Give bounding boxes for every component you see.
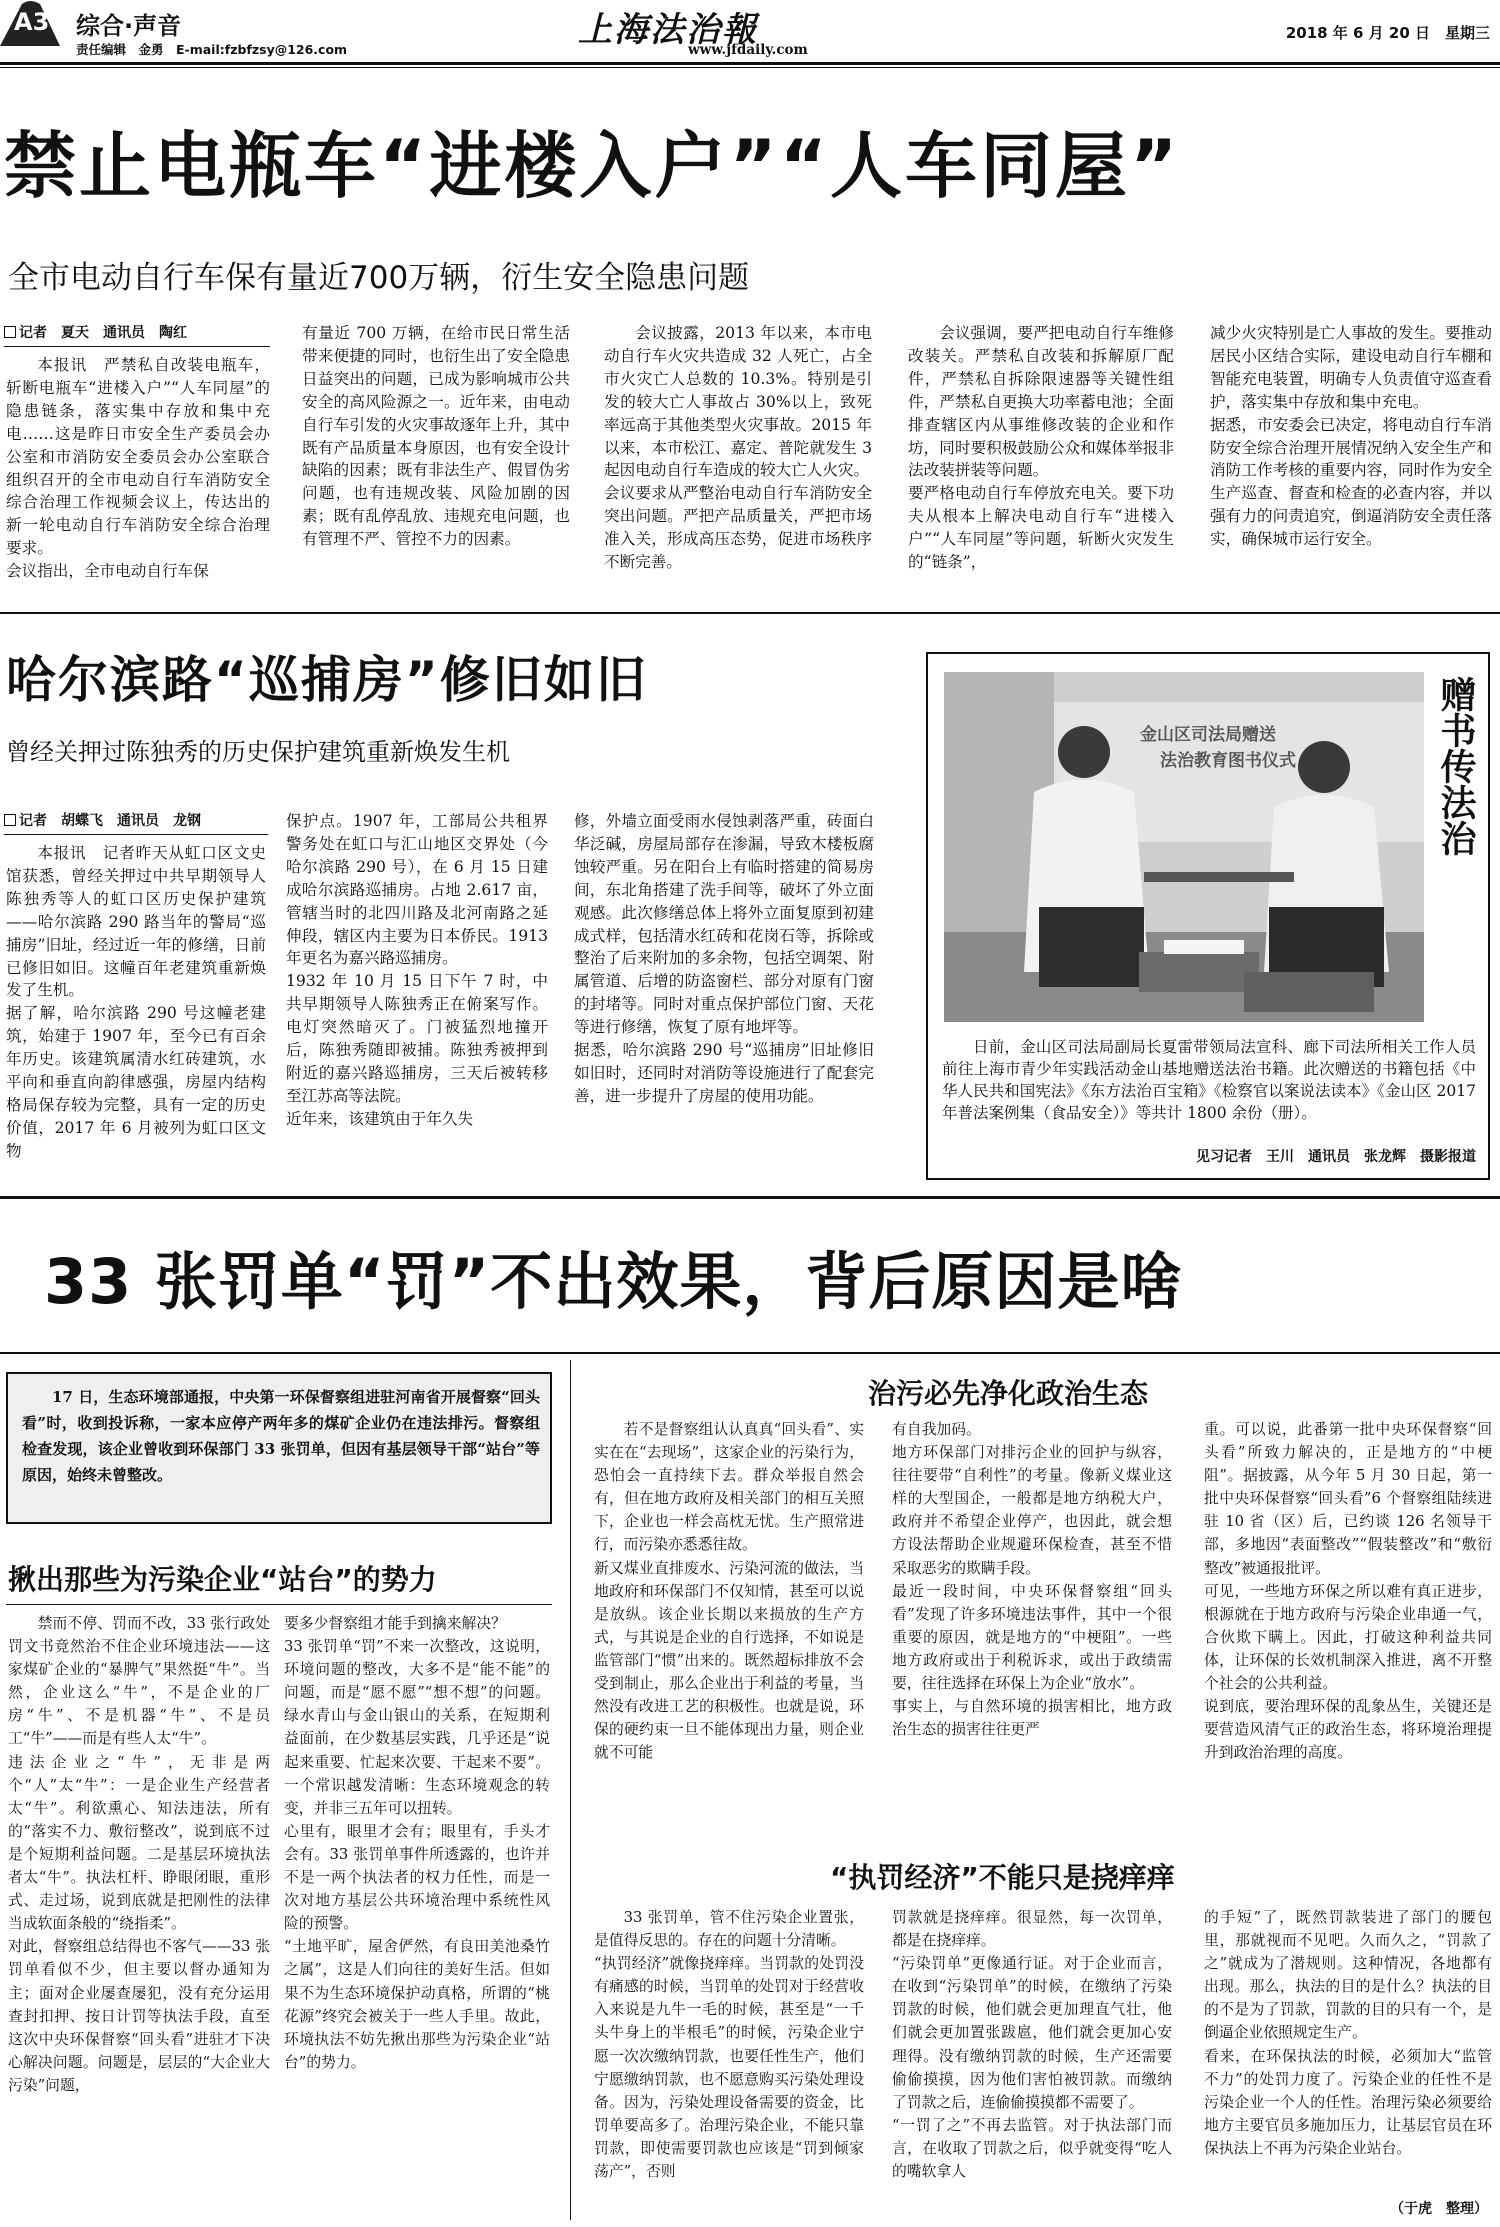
- lead-box: [6, 1372, 552, 1524]
- byline-box-icon: [4, 814, 16, 826]
- section1-title: 揪出那些为污染企业“站台”的势力: [8, 1563, 437, 1596]
- lead-text: 17 日，生态环境部通报，中央第一环保督察组进驻河南省开展督察“回头看”时，收到投诉称，一家本应停产两年多的煤矿企业仍在违法排污。督察组检查发现，该企业曾收到环保部门 33 张罚单，但因有基层领导干部“站台”等原因，始终未曾整改。: [22, 1388, 540, 1484]
- article3-headline-rule: [0, 1352, 1500, 1354]
- byline-rule: [4, 834, 268, 835]
- section3-title: “执罚经济”不能只是挠痒痒: [830, 1861, 1175, 1894]
- byline-rule: [4, 346, 270, 347]
- paper-name: 上海法治報: [578, 10, 758, 50]
- page-number-badge: [0, 0, 60, 46]
- article1-col2: 有量近 700 万辆，在给市民日常生活带来便捷的同时，也衍生出了安全隐患日益突出的问题，已成为影响城市公共安全的高风险源之一。近年来，由电动自行车引发的火灾事故逐年上升，其中既有产品质量本身原因，也有安全设计缺陷的因素；既有非法生产、假冒伪劣问题，也有违规改装、风险加剧的因素；既有乱停乱放、违规充电问题，也有管理不严、管控不力的因素。: [302, 324, 570, 549]
- article1-col4: 会议强调，要严把电动自行车维修改装关。严禁私自改装和拆解原厂配件，严禁私自拆除限速器等关键性组件，严禁私自更换大功率蓄电池；全面排查辖区内从事维修改装的企业和作坊，同时要积极鼓励公众和媒体举报非法改装拼装等问题。 要严格电动自行车停放充电关。要下功夫从根本上解决电动自行车“进楼入户”“人车同屋”等问题，斩断火灾发生的“链条”，: [908, 324, 1174, 572]
- article1-subhead: 全市电动自行车保有量近700万辆，衍生安全隐患问题: [8, 260, 750, 296]
- article2-col1: 本报讯 记者昨天从虹口区文史馆获悉，曾经关押过中共早期领导人陈独秀等人的虹口区历史保护建筑——哈尔滨路 290 路当年的警局“巡捕房”旧址，经过近一年的修缮，日前已修旧如旧。这幢百年老建筑重新焕发了生机。 据了解，哈尔滨路 290 号这幢老建筑，始建于 1907 年，至今已有百余年历史。该建筑属清水红砖建筑，水平向和垂直向韵律感强，房屋内结构格局保存较为完整，具有一定的历史价值，2017 年 6 月被列为虹口区文物: [6, 844, 266, 1160]
- article3-headline: 33 张罚单“罚”不出效果，背后原因是啥: [44, 1245, 1184, 1318]
- s2-col1: 若不是督察组认认真真“回头看”、实实在在“去现场”，这家企业的污染行为，恐怕会一直持续下去。群众举报自然会有，但在地方政府及相关部门的相互关照下，企业也一样会高枕无忧。生产照常进行，而污染亦悉悉往故。 新又煤业直排废水、污染河流的做法，当地政府和环保部门不仅知情，甚至可以说是放纵。该企业长期以来损放的生产方式，与其说是企业的自行选择，不如说是监管部门“惯”出来的。既然超标排放不会受到制止，那么企业出于利益的考量，当然没有改进工艺的积极性。也就是说，环保的硬约束一旦不能体现出力量，则企业就不可能: [594, 1421, 864, 1762]
- editor-line: 责任编辑 金勇 E-mail:fzbfzsy@126.com: [76, 42, 348, 57]
- section1-rule: [6, 1604, 552, 1605]
- article2-col2: 保护点。1907 年，工部局公共租界警务处在虹口与汇山地区交界处（今哈尔滨路 290 号），在 6 月 15 日建成哈尔滨路巡捕房。占地 2.617 亩，管辖当时的北四川路及北河南路之延伸段，辖区内主要为日本侨民。1913 年更名为嘉兴路巡捕房。 1932 年 10 月 15 日下午 7 时，中共早期领导人陈独秀正在俯案写作。电灯突然暗灭了。门被猛烈地撞开后，陈独秀随即被捕。陈独秀被押到附近的嘉兴路巡捕房，三天后被转移至江苏高等法院。 近年来，该建筑由于年久失: [286, 812, 548, 1128]
- photo-vertical-title: 赠书传法治: [1435, 676, 1476, 856]
- article2-bottom-rule: [0, 1196, 1500, 1199]
- article2-byline: 记者 胡蝶飞 通讯员 龙钢: [4, 810, 201, 830]
- article1-byline: 记者 夏天 通讯员 陶红: [4, 322, 187, 342]
- website: www.jfdaily.com: [688, 42, 808, 58]
- s1-col2: 要多少督察组才能手到擒来解决？ 33 张罚单“罚”不来一次整改，这说明，环境问题的整改，大多不是“能不能”的问题，而是“愿不愿”“想不想”的问题。绿水青山与金山银山的关系，在短期利益面前，在少数基层实践，几乎还是“说起来重要、忙起来次要、干起来不要”。一个常识越发清晰：生态环境观念的转变，并非三五年可以扭转。 心里有，眼里才会有；眼里有，手头才会有。33 张罚单事件所透露的，也许并不是一两个执法者的权力任性，而是一次对地方基层公共环境治理中系统性风险的预警。 “土地平旷，屋舍俨然，有良田美池桑竹之属”，这是人们向往的美好生活。但如果不为生态环境保护动真格，所谓的“桃花源”终究会被关于一些人手里。故此，环境执法不妨先揪出那些为污染企业“站台”的势力。: [284, 1615, 550, 2071]
- section2-title: 治污必先净化政治生态: [868, 1377, 1149, 1410]
- column-divider: [570, 1360, 571, 2220]
- backdrop-text-2: 法治教育图书仪式: [1160, 751, 1296, 771]
- issue-date: 2018 年 6 月 20 日 星期三: [1285, 24, 1490, 42]
- article2-subhead: 曾经关押过陈独秀的历史保护建筑重新焕发生机: [6, 738, 510, 766]
- section-title: 综合·声音: [76, 12, 182, 40]
- s2-col3: 重。可以说，此番第一批中央环保督察“回头看”所致力解决的，正是地方的“中梗阻”。据披露，从今年 5 月 30 日起，第一批中央环保督察“回头看”6 个督察组陆续进驻 10 省（区）后，已约谈 126 名领导干部，多地因“表面整改”“假装整改”和“敷衍整改”被通报批评。 可见，一些地方环保之所以难有真正进步，根源就在于地方政府与污染企业串通一气，合伙欺下瞒上。因此，打破这种利益共同体，让环保的长效机制深入推进，离不开整个社会的公共利益。 说到底，要治理环保的乱象丛生，关键还是要营造风清气正的政治生态，将环境治理提升到政治治理的高度。: [1204, 1421, 1492, 1762]
- s1-col1: 禁而不停、罚而不改，33 张行政处罚文书竟然治不住企业环境违法——这家煤矿企业的“暴脾气”果然挺“牛”。当然，企业这么“牛”，不是企业的厂房“牛”、不是机器“牛”、不是员工“牛”——而是有些人太“牛”。 违法企业之“牛”，无非是两个“人”太“牛”：一是企业生产经营者太“牛”。利欲熏心、知法违法，所有的“落实不力、敷衍整改”，说到底不过是个短期利益问题。二是基层环境执法者太“牛”。执法杠杆、睁眼闭眼，重形式、走过场，说到底就是把刚性的法律当成软面条般的“绕指柔”。 对此，督察组总结得也不客气——33 张罚单看似不少，但主要以督办通知为主；面对企业屡查屡犯，没有充分运用查封扣押、按日计罚等执法手段，直至这次中央环保督察“回头看”进驻才下决心解决问题。问题是，层层的“大企业大污染”问题，: [8, 1615, 270, 2094]
- s2-col2: 有自我加码。 地方环保部门对排污企业的回护与纵容，往往要带“自利性”的考量。像新义煤业这样的大型国企，一般都是地方纳税大户，政府并不希望企业停产，也因此，就会想方设法帮助企业规避环保检查，甚至不惜采取恶劣的欺瞒手段。 最近一段时间，中央环保督察组“回头看”发现了许多环境违法事件，其中一个很重要的原因，就是地方的“中梗阻”。一些地方政府或出于利税诉求，或出于政绩需要，往往选择在环保上为企业“放水”。 事实上，与自然环境的损害相比，地方政治生态的损害往往更严: [892, 1421, 1172, 1739]
- masthead-rule: [0, 62, 1500, 65]
- photo-feature-box: [926, 652, 1490, 1180]
- masthead-rule-thin: [0, 67, 1500, 68]
- photo-credit: 见习记者 王川 通讯员 张龙辉 摄影报道: [1196, 1149, 1476, 1165]
- signature: （于虎 整理）: [1390, 2201, 1488, 2217]
- news-photo: [944, 672, 1424, 1022]
- article1-col3: 会议披露，2013 年以来，本市电动自行车火灾共造成 32 人死亡，占全市火灾亡人总数的 10.3%。特别是引发的较大亡人事故占 30%以上，致死率远高于其他类型火灾事故。2015 年以来，本市松江、嘉定、普陀就发生 3 起因电动自行车造成的较大亡人火灾。 会议要求从严整治电动自行车消防安全突出问题。严把产品质量关，严把市场准入关，形成高压态势，促进市场秩序不断完善。: [604, 324, 872, 572]
- article1-col5: 减少火灾特别是亡人事故的发生。要推动居民小区结合实际，建设电动自行车棚和智能充电装置，明确专人负责值守巡查看护，落实集中存放和集中充电。 据悉，市安委会已决定，将电动自行车消防安全综合治理开展情况纳入安全生产和消防工作考核的重要内容，同时作为安全生产巡查、督查和检查的必查内容，并以强有力的问责追究，倒逼消防安全责任落实，确保城市运行安全。: [1210, 324, 1492, 549]
- article2-col3: 修，外墙立面受雨水侵蚀剥落严重，砖面白华泛碱，房屋局部存在渗漏，导致木楼板腐蚀较严重。另在阳台上有临时搭建的简易房间，东北角搭建了洗手间等，破坏了外立面观感。此次修缮总体上将外立面复原到初建成式样，包括清水红砖和花岗石等，拆除或整治了后来附加的多余物，包括空调架、附属管道、后增的防盗窗栏、部分对原有门窗的封堵等。同时对重点保护部位门窗、天花等进行修缮，恢复了原有地坪等。 据悉，哈尔滨路 290 号“巡捕房”旧址修旧如旧时，还同时对消防等设施进行了配套完善，进一步提升了房屋的使用功能。: [574, 812, 874, 1105]
- article1-col1: 本报讯 严禁私自改装电瓶车，斩断电瓶车“进楼入户”“人车同屋”的隐患链条，落实集中存放和集中充电……这是昨日市安全生产委员会办公室和市消防安全委员会办公室联合组织召开的全市电动自行车消防安全综合治理工作视频会议上，传达出的新一轮电动自行车消防安全综合治理要求。 会议指出，全市电动自行车保: [6, 356, 270, 581]
- article1-headline: 禁止电瓶车“进楼入户”“人车同屋”: [4, 124, 1181, 208]
- s3-col1: 33 张罚单，管不住污染企业置张，是值得反思的。存在的问题十分清晰。 “执罚经济”就像挠痒痒。当罚款的处罚没有痛感的时候，当罚单的处罚对于经营收入来说是九牛一毛的时候，甚至是“一千头牛身上的半根毛”的时候，污染企业宁愿一次次缴纳罚款，也要任性生产，他们宁愿缴纳罚款，也不愿意购买污染处理设备。因为，污染处理设备需要的资金，比罚单要高多了。治理污染企业，不能只靠罚款，即使需要罚款也应该是“罚到倾家荡产”，否则: [594, 1909, 864, 2181]
- page-number: A3: [14, 8, 50, 36]
- article1-bottom-rule: [0, 612, 1500, 614]
- backdrop-text-1: 金山区司法局赠送: [1140, 725, 1276, 745]
- article2-headline: 哈尔滨路“巡捕房”修旧如旧: [6, 651, 648, 709]
- s3-col2: 罚款就是挠痒痒。很显然，每一次罚单，都是在挠痒痒。 “污染罚单”更像通行证。对于企业而言，在收到“污染罚单”的时候，在缴纳了污染罚款的时候，他们就会更加理直气壮，他们就会更加置张跋扈，他们就会更加心安理得。没有缴纳罚款的时候，生产还需要偷偷摸摸，因为他们害怕被罚款。而缴纳了罚款之后，连偷偷摸摸都不需要了。 “一罚了之”不再去监管。对于执法部门而言，在收取了罚款之后，似乎就变得“吃人的嘴软拿人: [892, 1909, 1172, 2181]
- photo-caption: 日前，金山区司法局副局长夏雷带领局法宣科、廊下司法所相关工作人员前往上海市青少年实践活动金山基地赠送法治书籍。此次赠送的书籍包括《中华人民共和国宪法》《东方法治百宝箱》《检察官以案说法读本》《金山区 2017 年普法案例集（食品安全）》等共计 1800 余份（册）。: [942, 1038, 1481, 1122]
- s3-col3: 的手短”了，既然罚款装进了部门的腰包里，那就视而不见吧。久而久之，“罚款了之”就成为了潜规则。这种情况，各地都有出现。那么，执法的目的是什么？执法的目的不是为了罚款，罚款的目的只有一个，是倒逼企业依照规定生产。 看来，在环保执法的时候，必须加大“监管不力”的处罚力度了。污染企业的任性不是污染企业一个人的任性。治理污染必须要给地方主要官员多施加压力，让基层官员在环保执法上不再为污染企业站台。: [1204, 1909, 1492, 2157]
- byline-box-icon: [4, 326, 16, 338]
